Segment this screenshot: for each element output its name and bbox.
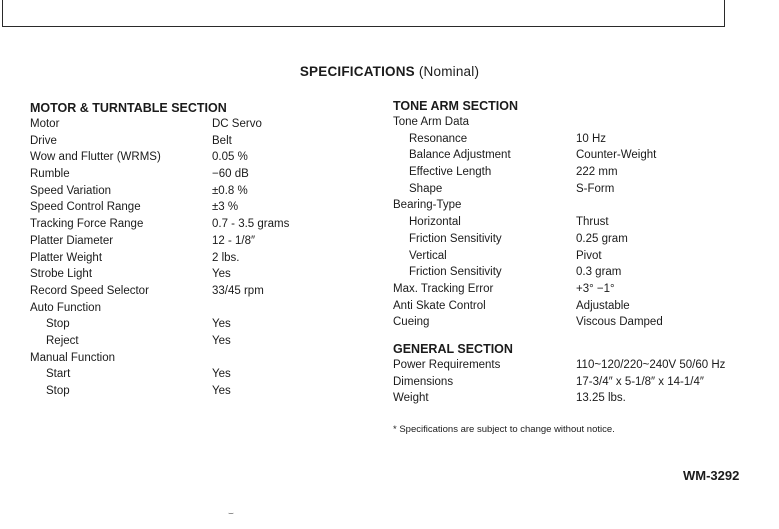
spec-value: DC Servo bbox=[212, 118, 262, 130]
motor-section-heading: MOTOR & TURNTABLE SECTION bbox=[30, 101, 227, 115]
spec-row bbox=[30, 333, 231, 350]
spec-value: 2 lbs. bbox=[212, 251, 240, 264]
spec-value: Counter-Weight bbox=[576, 149, 657, 162]
spec-label: Cueing bbox=[393, 316, 430, 329]
spec-value: Thrust bbox=[576, 216, 609, 229]
spec-value: Yes bbox=[212, 268, 231, 281]
spec-row bbox=[393, 147, 657, 164]
spec-value: 222 mm bbox=[576, 166, 618, 179]
spec-label: Max. Tracking Error bbox=[393, 282, 494, 295]
spec-value: 12 - 1/8″ bbox=[212, 234, 256, 247]
spec-row bbox=[393, 357, 726, 374]
spec-label: Reject bbox=[46, 334, 79, 347]
spec-label: Stop bbox=[46, 385, 70, 397]
spec-row bbox=[30, 383, 231, 400]
model-number: WM-3292 bbox=[683, 468, 740, 483]
spec-row bbox=[30, 183, 248, 200]
spec-label: Friction Sensitivity bbox=[409, 232, 502, 245]
spec-row bbox=[30, 316, 231, 333]
spec-row bbox=[393, 197, 518, 214]
spec-value: 110~120/220~240V 50/60 Hz bbox=[576, 358, 726, 371]
spec-row bbox=[30, 350, 227, 367]
tone-arm-spec-list bbox=[393, 114, 663, 331]
spec-label: Manual Function bbox=[30, 351, 116, 364]
spec-row bbox=[30, 116, 262, 133]
spec-row bbox=[393, 231, 628, 248]
spec-label: Shape bbox=[409, 182, 443, 195]
spec-label: Start bbox=[46, 368, 71, 381]
spec-row bbox=[30, 266, 231, 283]
spec-label: Rumble bbox=[30, 168, 70, 181]
spec-label: Motor bbox=[30, 118, 60, 130]
motor-turntable-section bbox=[30, 100, 290, 400]
spec-label: Strobe Light bbox=[30, 268, 93, 281]
spec-row bbox=[30, 366, 231, 383]
spec-label: Friction Sensitivity bbox=[409, 266, 502, 279]
spec-label: Power Requirements bbox=[393, 358, 501, 371]
spec-row bbox=[393, 214, 609, 231]
spec-value: 0.7 - 3.5 grams bbox=[212, 218, 290, 231]
spec-value: Yes bbox=[212, 318, 231, 331]
general-section-heading: GENERAL SECTION bbox=[393, 341, 513, 356]
spec-label: Effective Length bbox=[409, 166, 492, 179]
spec-label: Drive bbox=[30, 134, 57, 147]
spec-value: +3° −1° bbox=[576, 282, 615, 295]
spec-label: Auto Function bbox=[30, 301, 101, 314]
spec-value: 10 Hz bbox=[576, 132, 607, 145]
spec-row bbox=[393, 264, 622, 281]
spec-label: Dimensions bbox=[393, 375, 454, 388]
spec-label: Horizontal bbox=[409, 216, 461, 229]
spec-row bbox=[393, 181, 615, 198]
footnote: * Specifications are subject to change without notice. bbox=[393, 424, 615, 435]
spec-row bbox=[30, 149, 248, 166]
spec-value: Viscous Damped bbox=[576, 316, 663, 329]
top-frame-border bbox=[2, 0, 725, 27]
spec-row bbox=[393, 298, 630, 315]
spec-label: Anti Skate Control bbox=[393, 299, 486, 312]
spec-label: Platter Weight bbox=[30, 251, 103, 264]
spec-label: Speed Variation bbox=[30, 184, 111, 197]
spec-row bbox=[30, 250, 240, 267]
spec-value: S-Form bbox=[576, 182, 615, 195]
spec-label: Bearing-Type bbox=[393, 199, 462, 212]
right-column bbox=[393, 98, 726, 407]
spec-label: Vertical bbox=[409, 249, 447, 262]
spec-label: Weight bbox=[393, 392, 429, 405]
spec-label: Tracking Force Range bbox=[30, 218, 144, 231]
spec-row bbox=[393, 374, 704, 391]
spec-label: Tone Arm Data bbox=[393, 116, 470, 128]
spec-value: Belt bbox=[212, 134, 232, 147]
spec-value: 13.25 lbs. bbox=[576, 392, 626, 405]
spec-value: 17-3/4″ x 5-1/8″ x 14-1/4″ bbox=[576, 375, 704, 388]
spec-value: 0.05 % bbox=[212, 151, 248, 164]
spec-row bbox=[393, 131, 607, 148]
spec-value: ±3 % bbox=[212, 201, 239, 214]
spec-value: Yes bbox=[212, 334, 231, 347]
spec-label: Speed Control Range bbox=[30, 201, 141, 214]
scan-speck: ⌣ bbox=[228, 508, 234, 518]
tone-arm-section-heading: TONE ARM SECTION bbox=[393, 99, 519, 113]
title-sub: (Nominal) bbox=[418, 64, 480, 79]
spec-row bbox=[393, 314, 663, 331]
spec-value: Yes bbox=[212, 385, 231, 397]
spec-value: 33/45 rpm bbox=[212, 284, 264, 297]
spec-label: Platter Diameter bbox=[30, 234, 114, 247]
spec-row bbox=[30, 233, 256, 250]
spec-row bbox=[393, 390, 626, 407]
spec-value: ±0.8 % bbox=[212, 184, 248, 197]
spec-value: 0.3 gram bbox=[576, 266, 622, 279]
spec-label: Resonance bbox=[409, 132, 468, 145]
spec-row bbox=[30, 283, 264, 300]
spec-row bbox=[30, 166, 249, 183]
spec-value: 0.25 gram bbox=[576, 232, 628, 245]
spec-row bbox=[393, 281, 615, 298]
spec-label: Balance Adjustment bbox=[409, 149, 511, 162]
page-title bbox=[0, 64, 779, 79]
spec-value: −60 dB bbox=[212, 168, 249, 181]
general-spec-list bbox=[393, 357, 726, 407]
spec-row bbox=[393, 114, 518, 131]
spec-row bbox=[30, 216, 290, 233]
spec-label: Stop bbox=[46, 318, 70, 331]
spec-value: Adjustable bbox=[576, 299, 630, 312]
spec-row bbox=[30, 133, 232, 150]
spec-row bbox=[393, 164, 618, 181]
spec-value: Yes bbox=[212, 368, 231, 381]
motor-spec-list bbox=[30, 116, 290, 400]
spec-row bbox=[30, 300, 227, 317]
spec-label: Record Speed Selector bbox=[30, 284, 149, 297]
spec-value: Pivot bbox=[576, 249, 602, 262]
spec-label: Wow and Flutter (WRMS) bbox=[30, 151, 161, 164]
title-main: SPECIFICATIONS bbox=[299, 64, 415, 79]
spec-row bbox=[30, 199, 239, 216]
spec-row bbox=[393, 248, 602, 265]
